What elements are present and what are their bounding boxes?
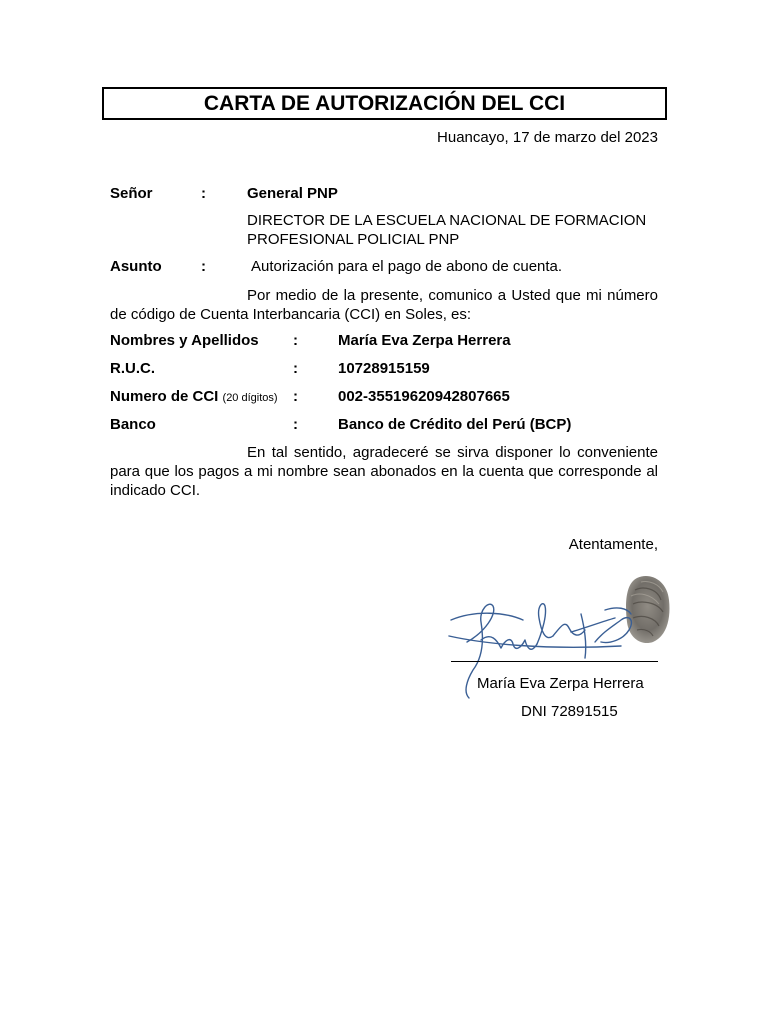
name-value: María Eva Zerpa Herrera	[338, 332, 511, 349]
fingerprint-icon	[626, 576, 669, 643]
name-label: Nombres y Apellidos	[110, 332, 259, 349]
recipient-label: Señor	[110, 185, 153, 202]
bank-label: Banco	[110, 416, 156, 433]
recipient-name: General PNP	[247, 185, 338, 202]
ruc-value: 10728915159	[338, 360, 430, 377]
closing-paragraph: En tal sentido, agradeceré se sirva disponer lo conveniente para que los pagos a mi nombre sean abonados en la cuenta que corresponde al indicado CCI.	[110, 444, 658, 499]
salutation: Atentamente,	[568, 536, 658, 553]
intro-paragraph: Por medio de la presente, comunico a Usted que mi número de código de Cuenta Interbancaria (CCI) en Soles, es:	[110, 287, 658, 323]
signer-dni: DNI 72891515	[521, 703, 618, 720]
cci-note: (20 dígitos)	[222, 392, 278, 404]
recipient-position-line1: DIRECTOR DE LA ESCUELA NACIONAL DE FORMACION	[247, 212, 647, 229]
recipient-colon: :	[201, 185, 206, 202]
bank-value: Banco de Crédito del Perú (BCP)	[338, 416, 572, 433]
cci-colon: :	[293, 388, 298, 405]
name-colon: :	[293, 332, 298, 349]
signature-line	[451, 661, 658, 662]
subject-text: Autorización para el pago de abono de cuenta.	[251, 258, 563, 275]
bank-colon: :	[293, 416, 298, 433]
ruc-label: R.U.C.	[110, 360, 155, 377]
ruc-colon: :	[293, 360, 298, 377]
date-line: Huancayo, 17 de marzo del 2023	[437, 129, 658, 146]
letter-title: CARTA DE AUTORIZACIÓN DEL CCI	[102, 87, 667, 120]
cci-label: Numero de CCI	[110, 388, 219, 405]
recipient-position-line2: PROFESIONAL POLICIAL PNP	[247, 231, 460, 248]
cci-label-row	[110, 388, 278, 407]
subject-colon: :	[201, 258, 206, 275]
cci-value: 002-35519620942807665	[338, 388, 510, 405]
subject-label: Asunto	[110, 258, 162, 275]
signer-name: María Eva Zerpa Herrera	[477, 675, 644, 692]
